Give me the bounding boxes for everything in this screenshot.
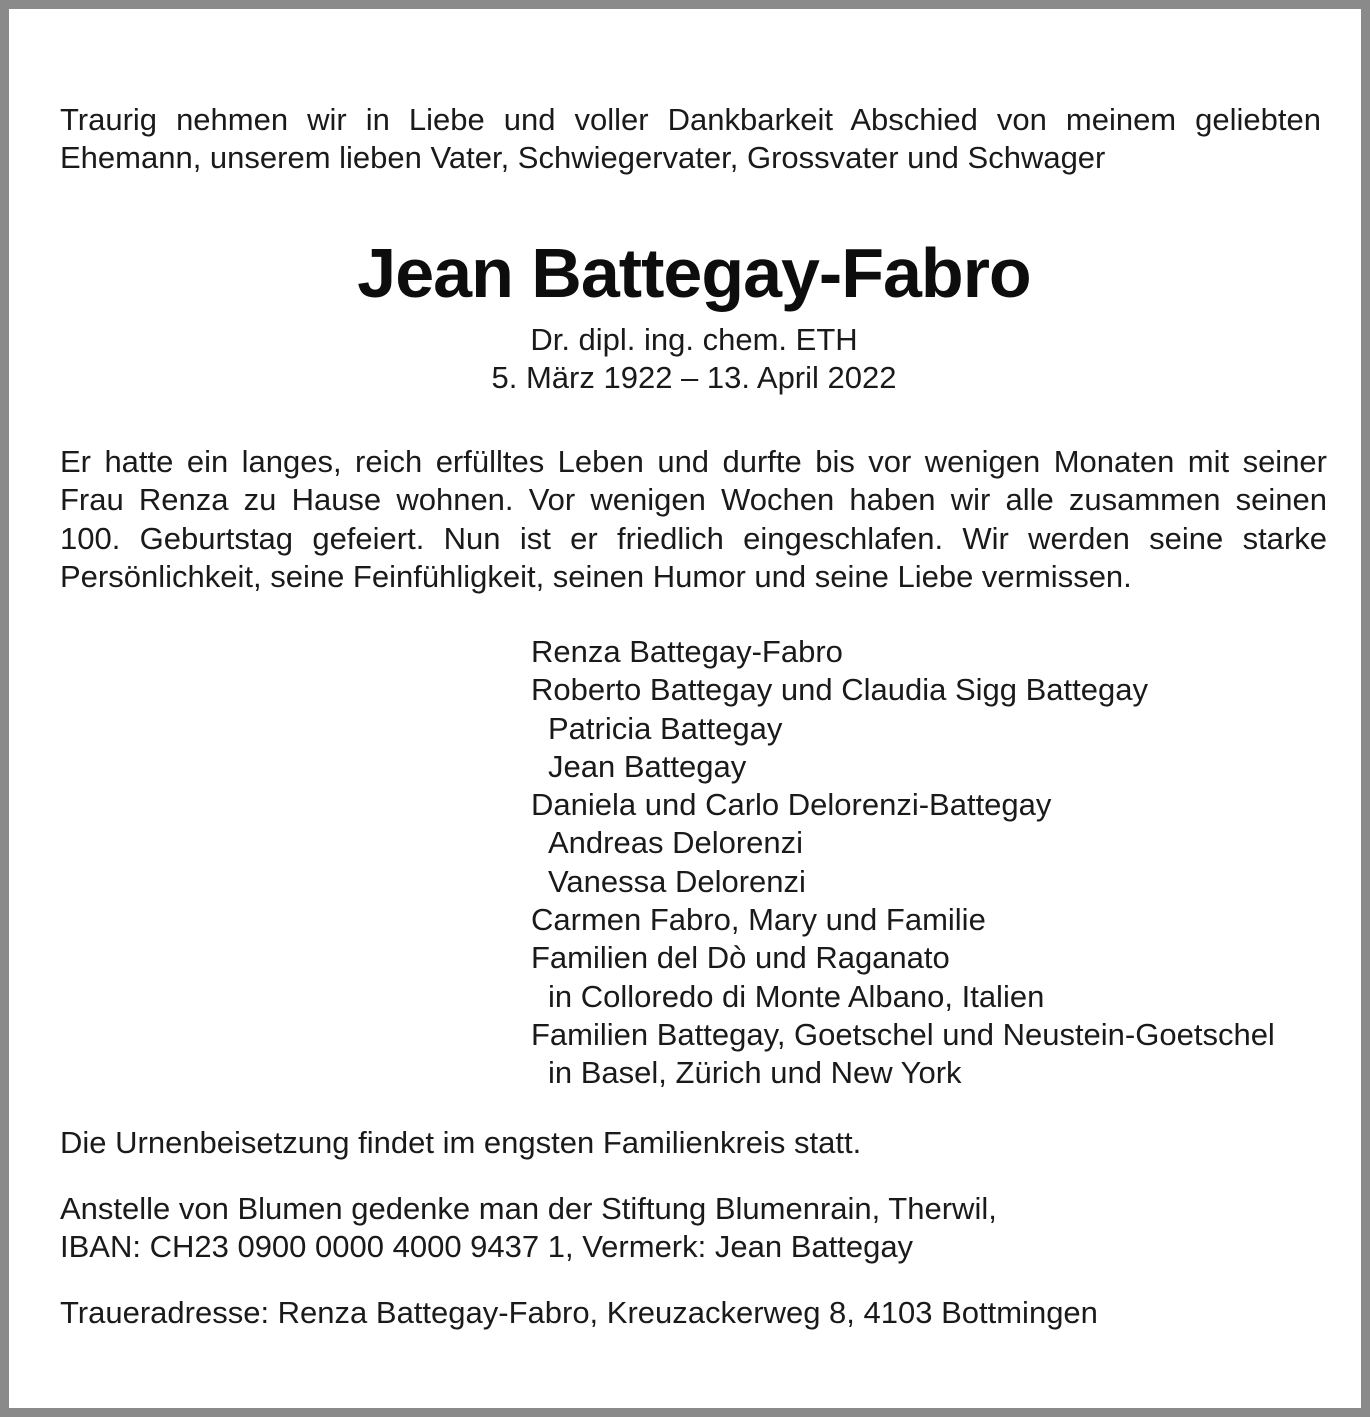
tribute-text: [60, 443, 1327, 596]
mourner-entry: Familien Battegay, Goetschel und Neustein-Goetschel: [531, 1016, 1275, 1052]
mourner-entry: Renza Battegay-Fabro: [531, 634, 843, 669]
mourner-entry: Patricia Battegay: [548, 710, 783, 746]
burial-notice: Die Urnenbeisetzung findet im engsten Familienkreis statt.: [60, 1125, 862, 1160]
mourner-entry: Familien del Dò und Raganato: [531, 940, 950, 976]
mourner-entry: Daniela und Carlo Delorenzi-Battegay: [531, 787, 1052, 823]
mourner-entry: Andreas Delorenzi: [548, 825, 804, 861]
life-dates: 5. März 1922 – 13. April 2022: [491, 360, 897, 395]
mourner-entry: Jean Battegay: [548, 748, 747, 784]
mourner-entry: Carmen Fabro, Mary und Familie: [531, 902, 986, 938]
intro-line-1: Traurig nehmen wir in Liebe und voller Dankbarkeit Abschied von meinem geliebten: [60, 102, 1321, 137]
mourners-list: [531, 633, 1275, 1093]
deceased-title: Dr. dipl. ing. chem. ETH: [530, 322, 858, 357]
donation-notice: [60, 1190, 997, 1266]
mourning-address: Traueradresse: Renza Battegay-Fabro, Kreuzackerweg 8, 4103 Bottmingen: [60, 1295, 1098, 1330]
tribute-line: Er hatte ein langes, reich erfülltes Leben und durfte bis vor wenigen Monaten mit seiner: [60, 444, 1327, 479]
deceased-name: Jean Battegay-Fabro: [357, 234, 1031, 312]
intro-text: [60, 101, 1321, 177]
donation-line-1: Anstelle von Blumen gedenke man der Stiftung Blumenrain, Therwil,: [60, 1191, 997, 1226]
tribute-line: Frau Renza zu Hause wohnen. Vor wenigen Wochen haben wir alle zusammen seinen: [60, 482, 1327, 518]
tribute-line: Persönlichkeit, seine Feinfühligkeit, seinen Humor und seine Liebe vermissen.: [60, 558, 1132, 594]
mourner-entry: Roberto Battegay und Claudia Sigg Battegay: [531, 672, 1148, 708]
mourner-entry: in Colloredo di Monte Albano, Italien: [548, 978, 1045, 1014]
intro-line-2: Ehemann, unserem lieben Vater, Schwiegervater, Grossvater und Schwager: [60, 140, 1106, 175]
mourner-entry: in Basel, Zürich und New York: [548, 1055, 962, 1091]
mourner-entry: Vanessa Delorenzi: [548, 863, 806, 899]
tribute-line: 100. Geburtstag gefeiert. Nun ist er friedlich eingeschlafen. Wir werden seine starke: [60, 520, 1327, 556]
donation-line-2: IBAN: CH23 0900 0000 4000 9437 1, Vermerk: Jean Battegay: [60, 1229, 914, 1264]
